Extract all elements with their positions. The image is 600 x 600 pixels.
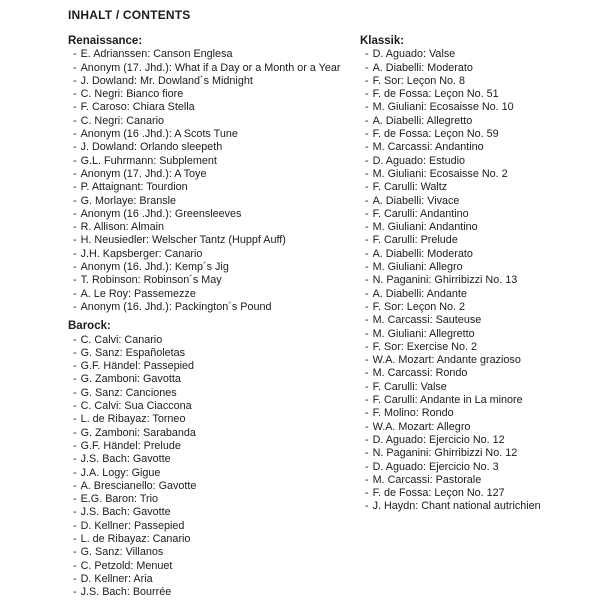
item-dash: - [365,300,372,313]
piece-label: G.L. Fuhrmann: Subplement [80,154,217,167]
piece-label: M. Giuliani: Ecosaisse No. 10 [372,101,514,114]
piece-label: F. Molino: Rondo [372,407,454,420]
item-dash: - [365,207,372,220]
piece-item [68,334,360,347]
piece-item [360,421,592,434]
piece-item [360,288,592,301]
piece-label: M. Carcassi: Pastorale [372,473,482,486]
piece-label: M. Giuliani: Allegretto [372,327,475,340]
piece-label: F. Caroso: Chiara Stella [80,101,195,114]
item-dash: - [365,314,372,327]
item-dash: - [73,48,80,61]
item-dash: - [73,360,80,373]
piece-item [360,248,592,261]
piece-item [360,341,592,354]
item-dash: - [365,487,372,500]
item-dash: - [365,274,372,287]
piece-item [68,533,360,546]
piece-label: D. Kellner: Aria [80,572,153,585]
item-dash: - [365,234,372,247]
item-dash: - [365,194,372,207]
piece-label: J.S. Bach: Gavotte [80,506,171,519]
piece-item [360,155,592,168]
piece-label: A. Diabelli: Moderato [372,247,473,260]
piece-item [68,546,360,559]
piece-label: A. Diabelli: Vivace [372,194,460,207]
item-dash: - [73,234,80,247]
piece-label: Anonym (17. Jhd.): A Toye [80,167,207,180]
piece-item [68,493,360,506]
piece-item [68,506,360,519]
piece-item [68,288,360,301]
piece-item [68,360,360,373]
item-dash: - [365,141,372,154]
item-dash: - [365,154,372,167]
piece-item [360,328,592,341]
item-dash: - [365,433,372,446]
piece-item [360,181,592,194]
piece-label: F. Sor: Exercise No. 2 [372,340,478,353]
item-dash: - [73,247,80,260]
piece-label: F. Carulli: Valse [372,380,447,393]
page-title: INHALT / CONTENTS [68,8,191,22]
item-dash: - [73,586,80,599]
item-dash: - [73,274,80,287]
piece-item [68,453,360,466]
item-dash: - [73,373,80,386]
piece-label: N. Paganini: Ghirribizzi No. 12 [372,447,518,460]
piece-item [360,195,592,208]
piece-label: Anonym (16 .Jhd.): A Scots Tune [80,128,238,141]
item-dash: - [73,386,80,399]
piece-label: F. Carulli: Prelude [372,234,458,247]
piece-label: T. Robinson: Robinson´s May [80,274,222,287]
item-dash: - [73,287,80,300]
piece-item [68,427,360,440]
item-dash: - [73,300,80,313]
item-dash: - [73,426,80,439]
item-dash: - [365,167,372,180]
item-dash: - [73,439,80,452]
piece-item [68,560,360,573]
item-dash: - [365,394,372,407]
piece-list-barock [68,334,360,600]
item-dash: - [73,114,80,127]
piece-label: N. Paganini: Ghirribizzi No. 13 [372,274,518,287]
item-dash: - [365,420,372,433]
piece-label: J. Dowland: Mr. Dowland´s Midnight [80,74,253,87]
item-dash: - [365,354,372,367]
piece-label: F. Sor: Leçon No. 2 [372,300,466,313]
piece-item [360,261,592,274]
piece-item [68,400,360,413]
piece-label: F. Sor: Leçon No. 8 [372,74,466,87]
piece-item [360,128,592,141]
piece-item [68,208,360,221]
piece-label: Anonym (16. Jhd.): Packington´s Pound [80,300,272,313]
piece-item [68,573,360,586]
piece-label: F. Carulli: Andante in La minore [372,394,523,407]
item-dash: - [73,453,80,466]
piece-label: R. Allison: Almain [80,221,165,234]
piece-item [68,168,360,181]
item-dash: - [365,447,372,460]
columns-container [68,35,592,599]
item-dash: - [365,287,372,300]
piece-item [68,347,360,360]
piece-label: J.H. Kapsberger: Canario [80,247,203,260]
item-dash: - [365,181,372,194]
section-heading-klassik: Klassik: [360,35,405,47]
piece-label: Anonym (16. Jhd.): Kemp´s Jig [80,261,229,274]
piece-label: C. Negri: Canario [80,114,165,127]
piece-item [360,301,592,314]
piece-item [360,434,592,447]
piece-label: M. Giuliani: Ecosaisse No. 2 [372,167,508,180]
piece-label: M. Carcassi: Rondo [372,367,468,380]
piece-item [360,407,592,420]
item-dash: - [73,346,80,359]
piece-label: G. Sanz: Españoletas [80,346,186,359]
piece-item [68,586,360,599]
section-klassik [360,35,592,514]
piece-item [360,62,592,75]
item-dash: - [365,340,372,353]
item-dash: - [73,559,80,572]
piece-label: J.A. Logy: Gigue [80,466,161,479]
item-dash: - [365,367,372,380]
piece-item [360,274,592,287]
piece-label: A. Diabelli: Andante [372,287,467,300]
section-heading-renaissance: Renaissance: [68,35,143,47]
item-dash: - [73,194,80,207]
piece-label: A. Diabelli: Moderato [372,61,473,74]
piece-item [360,101,592,114]
piece-item [68,195,360,208]
item-dash: - [365,114,372,127]
piece-label: J. Dowland: Orlando sleepeth [80,141,223,154]
piece-item [68,301,360,314]
piece-item [360,474,592,487]
piece-label: A. Brescianello: Gavotte [80,479,197,492]
item-dash: - [365,500,372,513]
item-dash: - [73,400,80,413]
piece-item [68,261,360,274]
piece-item [68,75,360,88]
item-dash: - [73,261,80,274]
piece-label: D. Aguado: Estudio [372,154,466,167]
piece-item [360,88,592,101]
piece-item [360,115,592,128]
item-dash: - [73,207,80,220]
piece-item [68,88,360,101]
piece-item [360,394,592,407]
piece-label: G. Sanz: Canciones [80,386,177,399]
piece-label: E.G. Baron: Trio [80,493,159,506]
item-dash: - [73,128,80,141]
piece-label: C. Negri: Bianco fiore [80,88,184,101]
item-dash: - [365,247,372,260]
piece-item [68,48,360,61]
item-dash: - [365,380,372,393]
item-dash: - [73,181,80,194]
item-dash: - [365,473,372,486]
piece-label: D. Aguado: Valse [372,48,456,61]
left-column [68,35,360,599]
piece-item [68,274,360,287]
item-dash: - [73,506,80,519]
piece-label: W.A. Mozart: Andante grazioso [372,354,521,367]
item-dash: - [365,261,372,274]
piece-label: H. Neusiedler: Welscher Tantz (Huppf Auff) [80,234,286,247]
piece-label: E. Adrianssen: Canson Englesa [80,48,233,61]
piece-item [68,221,360,234]
piece-item [360,447,592,460]
piece-label: M. Carcassi: Andantino [372,141,484,154]
item-dash: - [73,546,80,559]
piece-item [68,155,360,168]
piece-label: G.F. Händel: Passepied [80,360,195,373]
piece-item [360,500,592,513]
item-dash: - [73,101,80,114]
piece-item [360,367,592,380]
item-dash: - [365,88,372,101]
piece-item [68,248,360,261]
piece-label: F. de Fossa: Leçon No. 51 [372,88,499,101]
piece-item [68,141,360,154]
piece-item [360,461,592,474]
piece-item [68,387,360,400]
piece-label: M. Carcassi: Sauteuse [372,314,482,327]
piece-label: J. Haydn: Chant national autrichien [372,500,541,513]
piece-label: C. Petzold: Menuet [80,559,173,572]
piece-item [68,181,360,194]
piece-label: J.S. Bach: Bourrée [80,586,172,599]
item-dash: - [365,61,372,74]
item-dash: - [365,327,372,340]
piece-label: A. Le Roy: Passemezze [80,287,196,300]
item-dash: - [73,572,80,585]
piece-label: L. de Ribayaz: Canario [80,532,191,545]
item-dash: - [73,519,80,532]
piece-label: P. Attaignant: Tourdion [80,181,188,194]
piece-label: A. Diabelli: Allegretto [372,114,473,127]
piece-item [360,381,592,394]
item-dash: - [365,460,372,473]
piece-label: G. Zamboni: Sarabanda [80,426,196,439]
item-dash: - [365,101,372,114]
piece-item [68,101,360,114]
piece-item [68,480,360,493]
piece-label: F. Carulli: Waltz [372,181,448,194]
item-dash: - [365,407,372,420]
piece-label: F. de Fossa: Leçon No. 127 [372,487,505,500]
piece-item [68,373,360,386]
piece-item [68,413,360,426]
piece-label: D. Aguado: Ejercicio No. 3 [372,460,499,473]
piece-item [360,221,592,234]
item-dash: - [73,61,80,74]
piece-label: L. de Ribayaz: Torneo [80,413,186,426]
piece-label: M. Giuliani: Andantino [372,221,478,234]
piece-item [360,168,592,181]
piece-item [68,115,360,128]
section-barock [68,320,360,599]
right-column [360,35,592,514]
piece-label: G. Zamboni: Gavotta [80,373,181,386]
piece-label: W.A. Mozart: Allegro [372,420,471,433]
piece-item [360,75,592,88]
item-dash: - [73,333,80,346]
piece-label: Anonym (17. Jhd.): What if a Day or a Month or a Year [80,61,341,74]
piece-item [360,487,592,500]
piece-item [68,128,360,141]
piece-item [68,467,360,480]
item-dash: - [73,532,80,545]
piece-item [68,440,360,453]
piece-label: G. Morlaye: Bransle [80,194,177,207]
item-dash: - [73,167,80,180]
piece-label: D. Kellner: Passepied [80,519,185,532]
piece-item [360,208,592,221]
piece-item [360,48,592,61]
piece-label: M. Giuliani: Allegro [372,261,463,274]
item-dash: - [73,493,80,506]
item-dash: - [73,413,80,426]
item-dash: - [73,221,80,234]
piece-item [360,314,592,327]
piece-list-klassik [360,48,592,513]
item-dash: - [73,88,80,101]
item-dash: - [73,466,80,479]
item-dash: - [73,154,80,167]
piece-label: Anonym (16 .Jhd.): Greensleeves [80,207,242,220]
item-dash: - [73,141,80,154]
piece-label: G.F. Händel: Prelude [80,439,181,452]
piece-item [360,234,592,247]
piece-label: J.S. Bach: Gavotte [80,453,171,466]
piece-item [68,62,360,75]
piece-label: F. de Fossa: Leçon No. 59 [372,128,499,141]
item-dash: - [73,479,80,492]
item-dash: - [73,74,80,87]
piece-list-renaissance [68,48,360,314]
piece-item [68,234,360,247]
item-dash: - [365,74,372,87]
piece-label: G. Sanz: Villanos [80,546,164,559]
piece-item [360,354,592,367]
piece-item [68,520,360,533]
piece-label: C. Calvi: Sua Ciaccona [80,400,192,413]
piece-item [360,141,592,154]
piece-label: C. Calvi: Canario [80,333,163,346]
piece-label: D. Aguado: Ejercicio No. 12 [372,433,505,446]
item-dash: - [365,128,372,141]
item-dash: - [365,221,372,234]
section-heading-barock: Barock: [68,320,111,333]
item-dash: - [365,48,372,61]
piece-label: F. Carulli: Andantino [372,207,469,220]
section-renaissance [68,35,360,314]
